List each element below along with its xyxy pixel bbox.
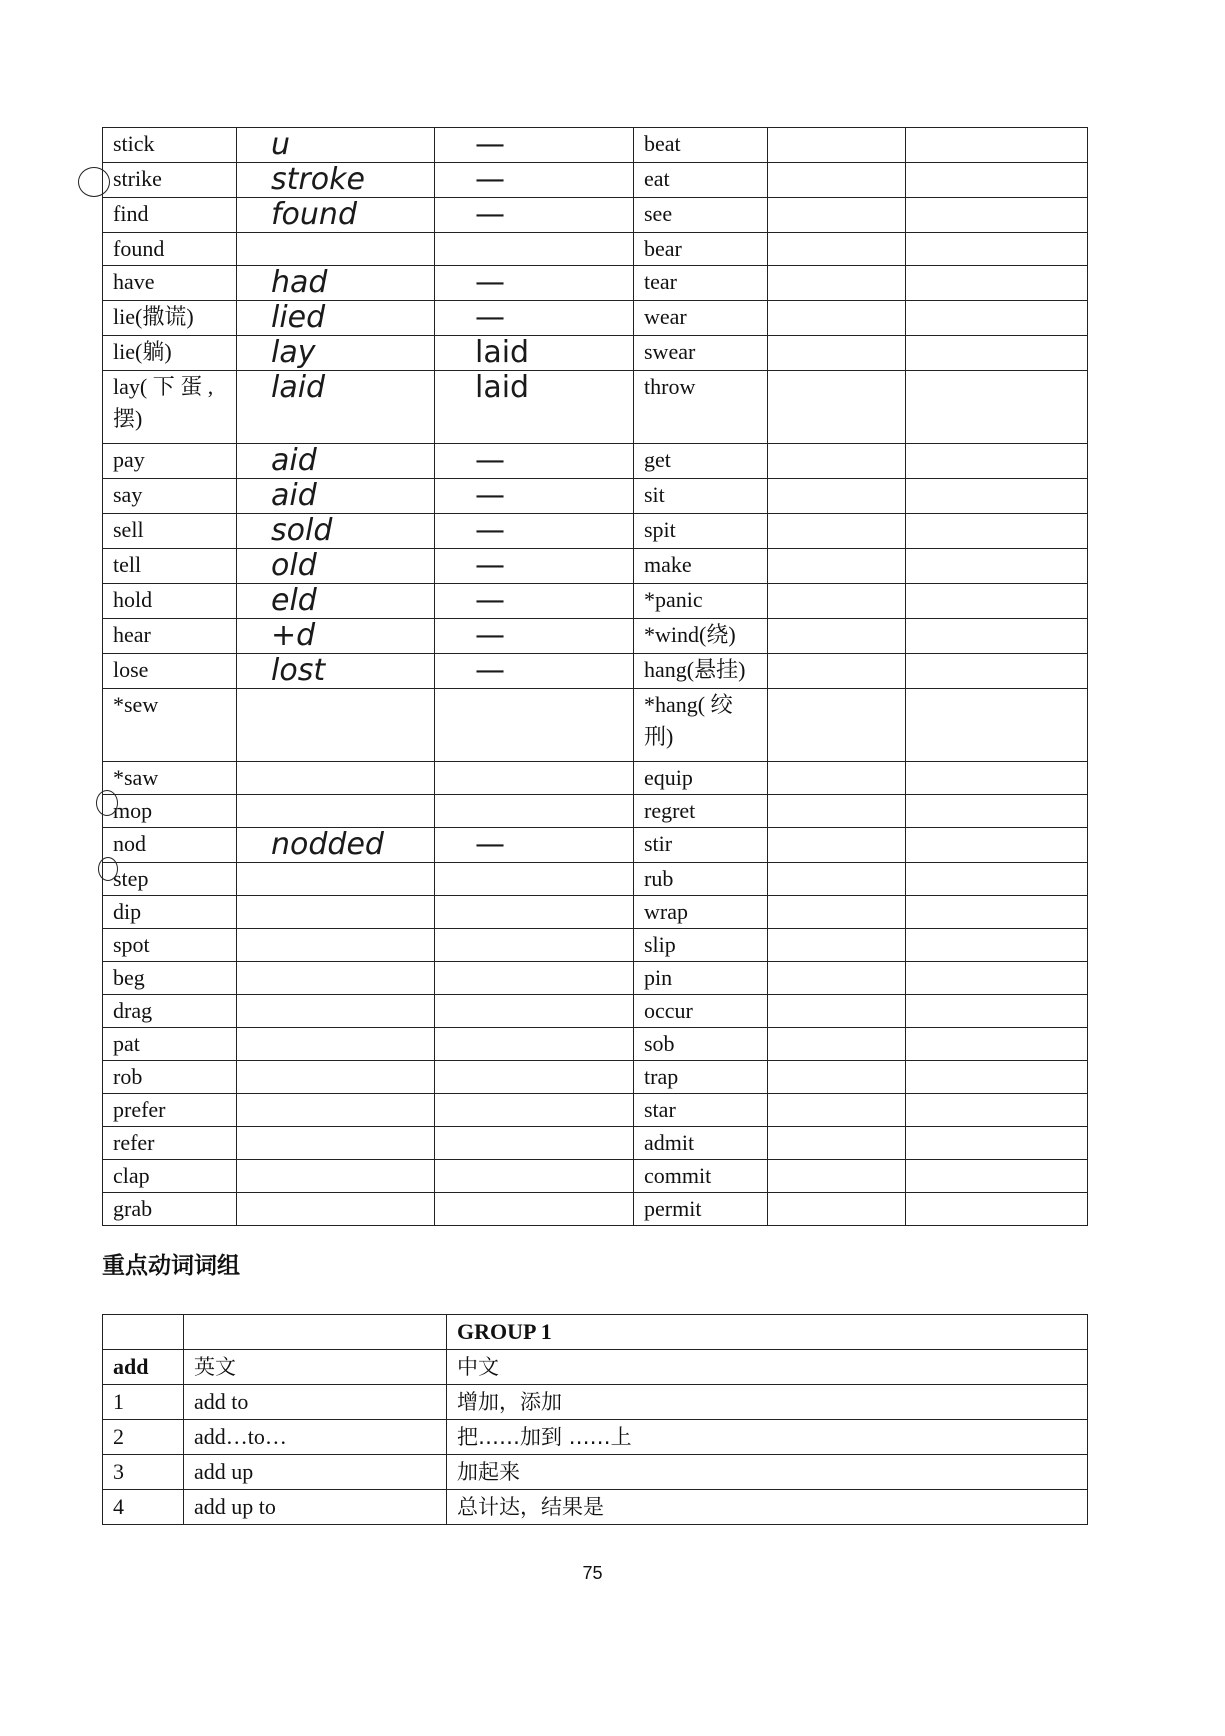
verb-forms-table bbox=[102, 127, 1088, 1226]
verb-base-right: equip bbox=[634, 762, 768, 795]
empty-cell bbox=[768, 828, 906, 863]
verb-participle-handwritten bbox=[435, 1061, 634, 1094]
empty-cell bbox=[768, 1094, 906, 1127]
verb-base-right: bear bbox=[634, 233, 768, 266]
empty-cell bbox=[906, 514, 1088, 549]
verb-past-handwritten: +d bbox=[237, 619, 435, 654]
verb-base: have bbox=[103, 266, 237, 301]
verb-base-right: swear bbox=[634, 336, 768, 371]
verb-base: dip bbox=[103, 896, 237, 929]
verb-row bbox=[103, 584, 1088, 619]
phrase-row bbox=[103, 1490, 1088, 1525]
verb-row bbox=[103, 962, 1088, 995]
verb-row bbox=[103, 479, 1088, 514]
verb-row bbox=[103, 163, 1088, 198]
verb-row bbox=[103, 301, 1088, 336]
verb-participle-handwritten: — bbox=[435, 654, 634, 689]
verb-participle-handwritten bbox=[435, 233, 634, 266]
phrase-english: add up to bbox=[184, 1490, 447, 1525]
verb-past-handwritten: stroke bbox=[237, 163, 435, 198]
verb-base: pat bbox=[103, 1028, 237, 1061]
phrase-number: 1 bbox=[103, 1385, 184, 1420]
verb-participle-handwritten: — bbox=[435, 198, 634, 233]
empty-cell bbox=[768, 301, 906, 336]
empty-cell bbox=[768, 1028, 906, 1061]
verb-row bbox=[103, 128, 1088, 163]
empty-cell bbox=[768, 689, 906, 762]
verb-past-handwritten: aid bbox=[237, 444, 435, 479]
verb-row bbox=[103, 828, 1088, 863]
empty-cell bbox=[768, 962, 906, 995]
verb-participle-handwritten: — bbox=[435, 549, 634, 584]
empty-cell bbox=[768, 371, 906, 444]
verb-base-right: slip bbox=[634, 929, 768, 962]
group-header-row bbox=[103, 1350, 1088, 1385]
verb-row bbox=[103, 1127, 1088, 1160]
verb-row bbox=[103, 233, 1088, 266]
verb-row bbox=[103, 654, 1088, 689]
verb-past-handwritten bbox=[237, 762, 435, 795]
empty-cell bbox=[906, 1028, 1088, 1061]
verb-participle-handwritten bbox=[435, 1094, 634, 1127]
verb-base: mop bbox=[103, 795, 237, 828]
verb-base-right: *hang( 绞 刑) bbox=[634, 689, 768, 762]
verb-base-right: eat bbox=[634, 163, 768, 198]
phrase-english: add…to… bbox=[184, 1420, 447, 1455]
empty-cell bbox=[768, 479, 906, 514]
verb-base-right: wrap bbox=[634, 896, 768, 929]
empty-cell bbox=[768, 1160, 906, 1193]
phrase-number: 4 bbox=[103, 1490, 184, 1525]
verb-past-handwritten bbox=[237, 995, 435, 1028]
verb-base: sell bbox=[103, 514, 237, 549]
verb-base-right: admit bbox=[634, 1127, 768, 1160]
empty-cell bbox=[906, 654, 1088, 689]
verb-participle-handwritten bbox=[435, 896, 634, 929]
verb-base-right: tear bbox=[634, 266, 768, 301]
verb-past-handwritten bbox=[237, 1127, 435, 1160]
empty-cell bbox=[768, 896, 906, 929]
verb-past-handwritten bbox=[237, 863, 435, 896]
verb-row bbox=[103, 444, 1088, 479]
verb-base: tell bbox=[103, 549, 237, 584]
phrase-chinese: 增加，添加 bbox=[447, 1385, 1088, 1420]
verb-row bbox=[103, 863, 1088, 896]
empty-cell bbox=[906, 929, 1088, 962]
verb-participle-handwritten bbox=[435, 1127, 634, 1160]
empty-cell bbox=[906, 198, 1088, 233]
verb-base: drag bbox=[103, 995, 237, 1028]
verb-base-right: sob bbox=[634, 1028, 768, 1061]
verb-row bbox=[103, 1028, 1088, 1061]
verb-base: lay( 下 蛋 , 摆) bbox=[103, 371, 237, 444]
empty-cell bbox=[906, 371, 1088, 444]
verb-participle-handwritten bbox=[435, 995, 634, 1028]
verb-past-handwritten: nodded bbox=[237, 828, 435, 863]
verb-past-handwritten: laid bbox=[237, 371, 435, 444]
verb-row bbox=[103, 762, 1088, 795]
phrase-english: add to bbox=[184, 1385, 447, 1420]
verb-row bbox=[103, 795, 1088, 828]
verb-participle-handwritten bbox=[435, 962, 634, 995]
verb-row bbox=[103, 549, 1088, 584]
verb-past-handwritten: eld bbox=[237, 584, 435, 619]
empty-cell bbox=[768, 198, 906, 233]
verb-past-handwritten bbox=[237, 1061, 435, 1094]
verb-participle-handwritten bbox=[435, 795, 634, 828]
verb-past-handwritten bbox=[237, 795, 435, 828]
empty-cell bbox=[768, 654, 906, 689]
verb-participle-handwritten: — bbox=[435, 128, 634, 163]
verb-row bbox=[103, 1061, 1088, 1094]
verb-base: prefer bbox=[103, 1094, 237, 1127]
verb-base: step bbox=[103, 863, 237, 896]
verb-base: lose bbox=[103, 654, 237, 689]
verb-base-right: get bbox=[634, 444, 768, 479]
verb-past-handwritten: sold bbox=[237, 514, 435, 549]
section-title: 重点动词词组 bbox=[102, 1253, 240, 1279]
verb-row bbox=[103, 995, 1088, 1028]
phrase-row bbox=[103, 1420, 1088, 1455]
verb-base-right: wear bbox=[634, 301, 768, 336]
verb-past-handwritten: had bbox=[237, 266, 435, 301]
phrase-number: 2 bbox=[103, 1420, 184, 1455]
group-label: GROUP 1 bbox=[447, 1315, 1088, 1350]
verb-base: *saw bbox=[103, 762, 237, 795]
empty-cell bbox=[906, 1127, 1088, 1160]
verb-participle-handwritten: — bbox=[435, 301, 634, 336]
empty-cell bbox=[768, 584, 906, 619]
empty-cell bbox=[906, 863, 1088, 896]
empty-cell bbox=[768, 795, 906, 828]
verb-past-handwritten bbox=[237, 689, 435, 762]
verb-base: nod bbox=[103, 828, 237, 863]
verb-base: pay bbox=[103, 444, 237, 479]
verb-base-right: hang(悬挂) bbox=[634, 654, 768, 689]
verb-base-right: make bbox=[634, 549, 768, 584]
verb-base: refer bbox=[103, 1127, 237, 1160]
empty-cell bbox=[906, 896, 1088, 929]
verb-row bbox=[103, 929, 1088, 962]
verb-base: lie(撒谎) bbox=[103, 301, 237, 336]
verb-row bbox=[103, 1094, 1088, 1127]
verb-base-right: throw bbox=[634, 371, 768, 444]
verb-base-right: pin bbox=[634, 962, 768, 995]
empty-cell bbox=[768, 619, 906, 654]
empty-cell bbox=[768, 863, 906, 896]
verb-base-right: trap bbox=[634, 1061, 768, 1094]
empty-cell bbox=[906, 1061, 1088, 1094]
verb-participle-handwritten: — bbox=[435, 163, 634, 198]
verb-base-right: occur bbox=[634, 995, 768, 1028]
verb-participle-handwritten bbox=[435, 1028, 634, 1061]
verb-participle-handwritten: — bbox=[435, 514, 634, 549]
empty-cell bbox=[906, 1193, 1088, 1226]
empty-cell bbox=[906, 233, 1088, 266]
verb-past-handwritten: found bbox=[237, 198, 435, 233]
verb-row bbox=[103, 198, 1088, 233]
handwritten-circle-mark bbox=[78, 167, 110, 197]
verb-base: hold bbox=[103, 584, 237, 619]
phrase-group-table bbox=[102, 1314, 1088, 1525]
empty-cell bbox=[768, 336, 906, 371]
verb-past-handwritten: lied bbox=[237, 301, 435, 336]
verb-row bbox=[103, 266, 1088, 301]
verb-base: hear bbox=[103, 619, 237, 654]
verb-base: say bbox=[103, 479, 237, 514]
verb-base-right: beat bbox=[634, 128, 768, 163]
verb-past-handwritten: old bbox=[237, 549, 435, 584]
verb-past-handwritten bbox=[237, 1094, 435, 1127]
verb-base-right: stir bbox=[634, 828, 768, 863]
verb-participle-handwritten: — bbox=[435, 444, 634, 479]
phrase-number: 3 bbox=[103, 1455, 184, 1490]
verb-row bbox=[103, 336, 1088, 371]
verb-base-right: permit bbox=[634, 1193, 768, 1226]
verb-base: *sew bbox=[103, 689, 237, 762]
verb-participle-handwritten bbox=[435, 929, 634, 962]
verb-base: grab bbox=[103, 1193, 237, 1226]
empty-cell bbox=[906, 584, 1088, 619]
group-label-row bbox=[103, 1315, 1088, 1350]
empty-cell bbox=[906, 266, 1088, 301]
verb-base-right: spit bbox=[634, 514, 768, 549]
empty-cell bbox=[768, 266, 906, 301]
empty-cell bbox=[906, 828, 1088, 863]
verb-base: strike bbox=[103, 163, 237, 198]
empty-cell bbox=[906, 163, 1088, 198]
header-chinese: 中文 bbox=[447, 1350, 1088, 1385]
verb-base: spot bbox=[103, 929, 237, 962]
empty-cell bbox=[768, 1193, 906, 1226]
verb-base: find bbox=[103, 198, 237, 233]
empty-cell bbox=[768, 128, 906, 163]
verb-participle-handwritten: — bbox=[435, 266, 634, 301]
page-number: 75 bbox=[582, 1563, 603, 1583]
header-verb: add bbox=[103, 1350, 184, 1385]
empty-cell bbox=[906, 336, 1088, 371]
verb-row bbox=[103, 514, 1088, 549]
verb-base-right: star bbox=[634, 1094, 768, 1127]
verb-participle-handwritten bbox=[435, 863, 634, 896]
verb-base-right: regret bbox=[634, 795, 768, 828]
verb-row bbox=[103, 896, 1088, 929]
verb-past-handwritten: aid bbox=[237, 479, 435, 514]
verb-base: stick bbox=[103, 128, 237, 163]
empty-cell bbox=[768, 514, 906, 549]
verb-base-right: *wind(绕) bbox=[634, 619, 768, 654]
verb-base-right: see bbox=[634, 198, 768, 233]
empty-cell bbox=[906, 795, 1088, 828]
verb-past-handwritten: u bbox=[237, 128, 435, 163]
phrase-row bbox=[103, 1455, 1088, 1490]
verb-participle-handwritten: — bbox=[435, 584, 634, 619]
empty-cell bbox=[768, 233, 906, 266]
empty-cell bbox=[768, 995, 906, 1028]
verb-past-handwritten bbox=[237, 896, 435, 929]
empty-cell bbox=[906, 1094, 1088, 1127]
empty-cell bbox=[768, 163, 906, 198]
verb-past-handwritten bbox=[237, 1028, 435, 1061]
empty-cell bbox=[768, 929, 906, 962]
header-english: 英文 bbox=[184, 1350, 447, 1385]
verb-base: clap bbox=[103, 1160, 237, 1193]
phrase-english: add up bbox=[184, 1455, 447, 1490]
verb-past-handwritten bbox=[237, 1193, 435, 1226]
handwritten-circle-mark bbox=[96, 790, 118, 816]
empty-cell bbox=[768, 444, 906, 479]
verb-row bbox=[103, 371, 1088, 444]
verb-past-handwritten: lay bbox=[237, 336, 435, 371]
verb-past-handwritten bbox=[237, 962, 435, 995]
empty-cell bbox=[906, 1160, 1088, 1193]
verb-participle-handwritten: — bbox=[435, 619, 634, 654]
empty-cell bbox=[906, 619, 1088, 654]
empty-cell bbox=[768, 1127, 906, 1160]
verb-row bbox=[103, 1160, 1088, 1193]
handwritten-circle-mark bbox=[98, 857, 118, 881]
empty-cell bbox=[906, 128, 1088, 163]
verb-row bbox=[103, 619, 1088, 654]
empty-cell bbox=[906, 479, 1088, 514]
verb-base-right: *panic bbox=[634, 584, 768, 619]
empty-cell bbox=[906, 444, 1088, 479]
verb-base-right: commit bbox=[634, 1160, 768, 1193]
verb-participle-handwritten bbox=[435, 1193, 634, 1226]
empty-cell bbox=[768, 762, 906, 795]
empty-cell bbox=[906, 549, 1088, 584]
phrase-chinese: 加起来 bbox=[447, 1455, 1088, 1490]
verb-past-handwritten bbox=[237, 233, 435, 266]
verb-base: beg bbox=[103, 962, 237, 995]
empty-cell bbox=[906, 301, 1088, 336]
verb-past-handwritten bbox=[237, 1160, 435, 1193]
verb-base-right: sit bbox=[634, 479, 768, 514]
verb-participle-handwritten bbox=[435, 1160, 634, 1193]
empty-cell bbox=[768, 549, 906, 584]
verb-participle-handwritten bbox=[435, 762, 634, 795]
verb-base: lie(躺) bbox=[103, 336, 237, 371]
phrase-chinese: 把……加到 ……上 bbox=[447, 1420, 1088, 1455]
phrase-row bbox=[103, 1385, 1088, 1420]
verb-participle-handwritten: laid bbox=[435, 371, 634, 444]
empty-cell bbox=[906, 995, 1088, 1028]
verb-past-handwritten: lost bbox=[237, 654, 435, 689]
verb-row bbox=[103, 689, 1088, 762]
empty-cell bbox=[906, 962, 1088, 995]
verb-participle-handwritten bbox=[435, 689, 634, 762]
verb-base-right: rub bbox=[634, 863, 768, 896]
verb-past-handwritten bbox=[237, 929, 435, 962]
verb-base: rob bbox=[103, 1061, 237, 1094]
verb-participle-handwritten: laid bbox=[435, 336, 634, 371]
empty-cell bbox=[906, 689, 1088, 762]
verb-row bbox=[103, 1193, 1088, 1226]
empty-cell bbox=[768, 1061, 906, 1094]
verb-table-body bbox=[103, 128, 1088, 1226]
empty-cell bbox=[906, 762, 1088, 795]
phrase-chinese: 总计达，结果是 bbox=[447, 1490, 1088, 1525]
verb-participle-handwritten: — bbox=[435, 479, 634, 514]
verb-participle-handwritten: — bbox=[435, 828, 634, 863]
verb-base: found bbox=[103, 233, 237, 266]
